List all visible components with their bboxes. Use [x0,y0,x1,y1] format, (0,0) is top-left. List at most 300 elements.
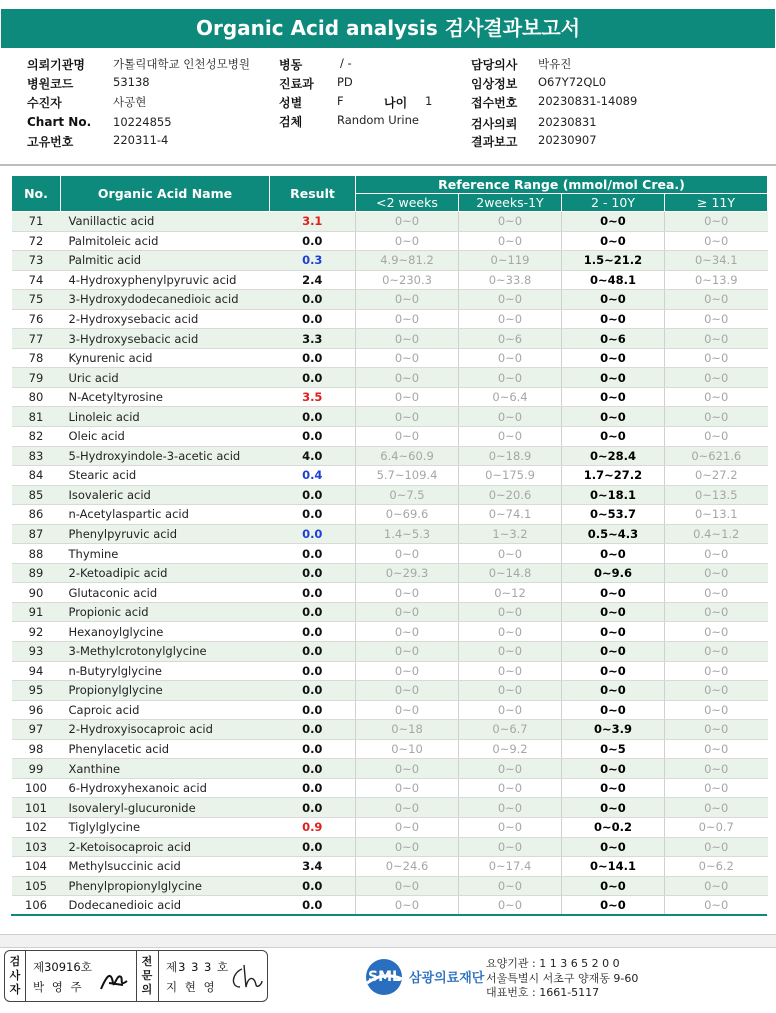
ref-under-2w: 0~10 [356,739,459,759]
ref-2-10y: 0~0 [562,896,665,916]
ref-2w-1y: 0~0 [459,544,562,564]
row-no: 97 [12,720,61,740]
acid-name: 2-Ketoadipic acid [61,563,270,583]
ref-2w-1y: 0~17.4 [459,857,562,877]
ref-2-10y: 1.5~21.2 [562,251,665,271]
ref-11y: 0~0 [665,329,768,349]
table-row [12,563,768,583]
table-row [12,739,768,759]
doctor-label: 담당의사 [471,58,518,72]
ref-2-10y: 0~0 [562,622,665,642]
ref-11y: 0~621.6 [665,446,768,466]
table-row [12,759,768,779]
ref-11y: 0~0 [665,544,768,564]
ref-2-10y: 0~0 [562,368,665,388]
ref-under-2w: 6.4~60.9 [356,446,459,466]
table-row [12,505,768,525]
ref-2-10y: 0~0 [562,407,665,427]
specimen-value: Random Urine [337,113,419,127]
ref-2-10y: 0~9.6 [562,563,665,583]
report-title: Organic Acid analysis 검사결과보고서 [1,9,775,48]
ref-under-2w: 0~0 [356,231,459,251]
ref-11y: 0~0 [665,876,768,896]
acid-name: Stearic acid [61,466,270,486]
ref-2w-1y: 0~0 [459,700,562,720]
acid-name: Oleic acid [61,427,270,447]
specialist-license: 제3 3 3 호 [166,960,230,974]
col-header-ref-2w-1y: 2weeks-1Y [459,194,562,212]
row-no: 96 [12,700,61,720]
table-row [12,817,768,837]
ref-11y: 0~0 [665,602,768,622]
ref-11y: 0~34.1 [665,251,768,271]
tester-signature [97,965,131,995]
ref-2w-1y: 1~3.2 [459,524,562,544]
table-row [12,544,768,564]
ref-2-10y: 0~18.1 [562,485,665,505]
result-value: 0.0 [270,602,356,622]
table-row [12,446,768,466]
result-value: 2.4 [270,270,356,290]
acid-name: Hexanoylglycine [61,622,270,642]
row-no: 77 [12,329,61,349]
acid-name: 2-Hydroxyisocaproic acid [61,720,270,740]
acid-name: Palmitoleic acid [61,231,270,251]
acid-name: Propionic acid [61,602,270,622]
acid-name: 4-Hydroxyphenylpyruvic acid [61,270,270,290]
ref-under-2w: 0~0 [356,700,459,720]
table-row [12,778,768,798]
ref-2w-1y: 0~0 [459,407,562,427]
row-no: 102 [12,817,61,837]
row-no: 104 [12,857,61,877]
acid-name: 2-Ketoisocaproic acid [61,837,270,857]
sex-value: F [337,94,344,108]
table-row [12,622,768,642]
ref-2w-1y: 0~0 [459,231,562,251]
result-value: 0.0 [270,290,356,310]
acid-name: Thymine [61,544,270,564]
ref-under-2w: 0~0 [356,778,459,798]
ref-11y: 0~0 [665,212,768,232]
acid-name: Vanillactic acid [61,212,270,232]
row-no: 75 [12,290,61,310]
ref-2w-1y: 0~0 [459,798,562,818]
ref-11y: 0~6.2 [665,857,768,877]
sml-logo-text: SML [368,969,401,985]
result-value: 0.0 [270,348,356,368]
ref-under-2w: 0~0 [356,896,459,916]
dept-value: PD [337,75,353,89]
ref-11y: 0~0 [665,681,768,701]
receipt-label: 접수번호 [471,96,518,110]
ref-under-2w: 0~0 [356,661,459,681]
ref-under-2w: 4.9~81.2 [356,251,459,271]
ref-2w-1y: 0~0 [459,896,562,916]
table-row [12,290,768,310]
acid-name: Caproic acid [61,700,270,720]
ref-under-2w: 0~0 [356,427,459,447]
sign-divider [25,951,26,1001]
acid-name: 3-Hydroxydodecanedioic acid [61,290,270,310]
table-row [12,524,768,544]
row-no: 87 [12,524,61,544]
ref-11y: 0~0 [665,407,768,427]
ward-label: 병동 [279,58,303,72]
age-label: 나이 [384,96,408,110]
ref-2w-1y: 0~12 [459,583,562,603]
age-value: 1 [425,94,433,108]
ref-2-10y: 0~0 [562,837,665,857]
ref-under-2w: 1.4~5.3 [356,524,459,544]
ref-2w-1y: 0~14.8 [459,563,562,583]
ref-2-10y: 0~48.1 [562,270,665,290]
chart-no-value: 10224855 [113,115,172,129]
result-value: 0.0 [270,485,356,505]
ref-2w-1y: 0~6.7 [459,720,562,740]
ward-value: / - [340,56,352,70]
org-name: 삼광의료재단 [409,971,485,986]
ref-2-10y: 0~0 [562,231,665,251]
doctor-value: 박유진 [538,57,572,71]
tester-name: 박 영 주 [33,980,84,994]
request-label: 검사의뢰 [471,117,518,131]
table-row [12,212,768,232]
result-value: 0.0 [270,524,356,544]
ref-11y: 0~27.2 [665,466,768,486]
ref-11y: 0~0 [665,309,768,329]
row-no: 74 [12,270,61,290]
result-value: 0.3 [270,251,356,271]
result-value: 0.0 [270,896,356,916]
row-no: 76 [12,309,61,329]
table-row [12,251,768,271]
ref-11y: 0~13.9 [665,270,768,290]
ref-2-10y: 0~0 [562,212,665,232]
ref-under-2w: 0~0 [356,309,459,329]
hospital-code-value: 53138 [113,75,150,89]
clinical-value: O67Y72QL0 [538,75,607,89]
acid-name: 5-Hydroxyindole-3-acetic acid [61,446,270,466]
ref-under-2w: 0~230.3 [356,270,459,290]
org-phone: 대표번호 : 1661-5117 [486,986,600,999]
table-row [12,857,768,877]
col-header-no: No. [12,176,61,212]
ref-under-2w: 0~0 [356,583,459,603]
table-row [12,329,768,349]
ref-under-2w: 0~0 [356,817,459,837]
ref-2w-1y: 0~20.6 [459,485,562,505]
result-value: 3.4 [270,857,356,877]
ref-2-10y: 0~0.2 [562,817,665,837]
clinical-label: 임상정보 [471,77,518,91]
ref-11y: 0~0 [665,798,768,818]
row-no: 88 [12,544,61,564]
ref-2w-1y: 0~0 [459,642,562,662]
ref-2-10y: 0.5~4.3 [562,524,665,544]
ref-2w-1y: 0~0 [459,427,562,447]
tester-label: 검사자 [9,955,21,996]
ref-11y: 0.4~1.2 [665,524,768,544]
ref-under-2w: 0~0 [356,876,459,896]
ref-under-2w: 0~24.6 [356,857,459,877]
ref-under-2w: 0~0 [356,387,459,407]
row-no: 80 [12,387,61,407]
ref-under-2w: 0~7.5 [356,485,459,505]
ref-2w-1y: 0~0 [459,837,562,857]
table-row [12,583,768,603]
result-value: 0.9 [270,817,356,837]
ref-11y: 0~0 [665,563,768,583]
ref-under-2w: 0~0 [356,544,459,564]
result-value: 0.4 [270,466,356,486]
table-row [12,368,768,388]
acid-name: Dodecanedioic acid [61,896,270,916]
result-value: 0.0 [270,798,356,818]
acid-name: Propionylglycine [61,681,270,701]
dept-label: 진료과 [279,77,314,91]
row-no: 101 [12,798,61,818]
row-no: 90 [12,583,61,603]
result-value: 4.0 [270,446,356,466]
ref-2-10y: 0~0 [562,681,665,701]
row-no: 106 [12,896,61,916]
ref-2w-1y: 0~0 [459,348,562,368]
table-row [12,602,768,622]
result-value: 0.0 [270,505,356,525]
row-no: 85 [12,485,61,505]
row-no: 83 [12,446,61,466]
ref-11y: 0~0 [665,700,768,720]
ref-2w-1y: 0~0 [459,681,562,701]
specialist-signature [228,961,264,995]
acid-name: Phenylpyruvic acid [61,524,270,544]
ref-11y: 0~0 [665,837,768,857]
examinee-value: 사공현 [113,95,147,109]
ref-2-10y: 0~0 [562,642,665,662]
row-no: 94 [12,661,61,681]
table-row [12,270,768,290]
ref-11y: 0~0 [665,642,768,662]
ref-2-10y: 0~0 [562,798,665,818]
ref-11y: 0~0 [665,622,768,642]
ref-2w-1y: 0~9.2 [459,739,562,759]
acid-name: Methylsuccinic acid [61,857,270,877]
ref-under-2w: 0~0 [356,602,459,622]
table-row [12,896,768,916]
report-date-label: 결과보고 [471,135,518,149]
row-no: 91 [12,602,61,622]
ref-under-2w: 0~0 [356,759,459,779]
ref-2w-1y: 0~0 [459,622,562,642]
ref-11y: 0~0.7 [665,817,768,837]
ref-2-10y: 0~0 [562,661,665,681]
ref-under-2w: 5.7~109.4 [356,466,459,486]
ref-2-10y: 0~0 [562,583,665,603]
row-no: 103 [12,837,61,857]
org-address: 서울특별시 서초구 양재동 9-60 [486,971,639,985]
row-no: 93 [12,642,61,662]
row-no: 73 [12,251,61,271]
result-value: 0.0 [270,778,356,798]
result-value: 0.0 [270,231,356,251]
row-no: 84 [12,466,61,486]
row-no: 81 [12,407,61,427]
ref-2-10y: 0~5 [562,739,665,759]
ref-11y: 0~0 [665,759,768,779]
ref-2w-1y: 0~18.9 [459,446,562,466]
ref-under-2w: 0~0 [356,622,459,642]
row-no: 99 [12,759,61,779]
signature-box [4,950,268,1002]
ref-under-2w: 0~0 [356,681,459,701]
acid-name: Phenylpropionylglycine [61,876,270,896]
ref-2-10y: 0~0 [562,778,665,798]
examinee-label: 수진자 [27,96,62,110]
ref-2-10y: 0~0 [562,544,665,564]
result-value: 3.1 [270,212,356,232]
acid-name: n-Butyrylglycine [61,661,270,681]
table-row [12,720,768,740]
ref-11y: 0~0 [665,387,768,407]
institution-label: 의뢰기관명 [27,58,85,72]
col-header-ref-2-10y: 2 - 10Y [562,194,665,212]
row-no: 100 [12,778,61,798]
ref-2-10y: 0~0 [562,387,665,407]
col-header-result: Result [270,176,356,212]
result-value: 0.0 [270,544,356,564]
report-date-value: 20230907 [538,133,597,147]
acid-name: 2-Hydroxysebacic acid [61,309,270,329]
ref-under-2w: 0~18 [356,720,459,740]
acid-name: Linoleic acid [61,407,270,427]
ref-under-2w: 0~0 [356,642,459,662]
ref-2w-1y: 0~0 [459,290,562,310]
ref-under-2w: 0~29.3 [356,563,459,583]
ref-11y: 0~0 [665,427,768,447]
acid-name: 3-Methylcrotonylglycine [61,642,270,662]
acid-name: N-Acetyltyrosine [61,387,270,407]
table-row [12,387,768,407]
row-no: 82 [12,427,61,447]
ref-2w-1y: 0~119 [459,251,562,271]
ref-2-10y: 0~6 [562,329,665,349]
table-row [12,466,768,486]
table-row [12,798,768,818]
ref-11y: 0~0 [665,368,768,388]
ref-under-2w: 0~0 [356,348,459,368]
table-row [12,427,768,447]
ref-2-10y: 0~0 [562,427,665,447]
ref-2w-1y: 0~6 [459,329,562,349]
ref-2w-1y: 0~74.1 [459,505,562,525]
ref-2-10y: 1.7~27.2 [562,466,665,486]
row-no: 71 [12,212,61,232]
ref-2w-1y: 0~0 [459,309,562,329]
table-row [12,348,768,368]
result-value: 0.0 [270,700,356,720]
row-no: 92 [12,622,61,642]
table-row [12,407,768,427]
table-row [12,700,768,720]
table-row [12,837,768,857]
tester-license: 제30916호 [33,960,92,974]
result-value: 0.0 [270,563,356,583]
acid-name: Isovaleryl-glucuronide [61,798,270,818]
patient-info [0,54,776,154]
ref-2w-1y: 0~0 [459,368,562,388]
ref-2-10y: 0~0 [562,759,665,779]
ref-11y: 0~0 [665,778,768,798]
acid-name: Palmitic acid [61,251,270,271]
sign-divider-3 [158,951,159,1001]
org-address-block [486,957,638,1001]
table-bottom-rule [11,914,767,916]
sex-label: 성별 [279,96,303,110]
ref-under-2w: 0~0 [356,368,459,388]
specialist-label: 전문의 [141,955,153,996]
ref-11y: 0~13.5 [665,485,768,505]
row-no: 86 [12,505,61,525]
specialist-name: 지 현 영 [166,980,217,994]
row-no: 89 [12,563,61,583]
hospital-code-label: 병원코드 [27,77,74,91]
acid-name: 3-Hydroxysebacic acid [61,329,270,349]
ref-2-10y: 0~0 [562,602,665,622]
header-separator [0,164,776,166]
row-no: 78 [12,348,61,368]
acid-name: Glutaconic acid [61,583,270,603]
ref-2w-1y: 0~0 [459,759,562,779]
row-no: 95 [12,681,61,701]
col-header-ref-under-2w: <2 weeks [356,194,459,212]
result-value: 0.0 [270,368,356,388]
acid-name: Tiglylglycine [61,817,270,837]
table-row [12,681,768,701]
ref-11y: 0~0 [665,661,768,681]
table-row [12,642,768,662]
acid-name: Kynurenic acid [61,348,270,368]
results-table [11,175,767,916]
specimen-label: 검체 [279,115,303,129]
row-no: 72 [12,231,61,251]
result-value: 0.0 [270,407,356,427]
result-value: 0.0 [270,739,356,759]
ref-2w-1y: 0~0 [459,212,562,232]
result-value: 0.0 [270,720,356,740]
ref-2w-1y: 0~0 [459,778,562,798]
ref-2-10y: 0~28.4 [562,446,665,466]
ref-under-2w: 0~0 [356,329,459,349]
ref-2-10y: 0~0 [562,290,665,310]
result-value: 0.0 [270,759,356,779]
row-no: 98 [12,739,61,759]
ref-11y: 0~0 [665,290,768,310]
chart-no-label: Chart No. [27,115,92,129]
result-value: 0.0 [270,642,356,662]
result-value: 0.0 [270,681,356,701]
result-value: 0.0 [270,583,356,603]
care-code: 요양기관 : 1 1 3 6 5 2 0 0 [486,957,620,970]
result-value: 0.0 [270,837,356,857]
sign-divider-2 [136,951,137,1001]
request-value: 20230831 [538,115,597,129]
col-header-ref-11y: ≥ 11Y [665,194,768,212]
ref-2w-1y: 0~0 [459,602,562,622]
acid-name: n-Acetylaspartic acid [61,505,270,525]
row-no: 105 [12,876,61,896]
ref-under-2w: 0~0 [356,212,459,232]
